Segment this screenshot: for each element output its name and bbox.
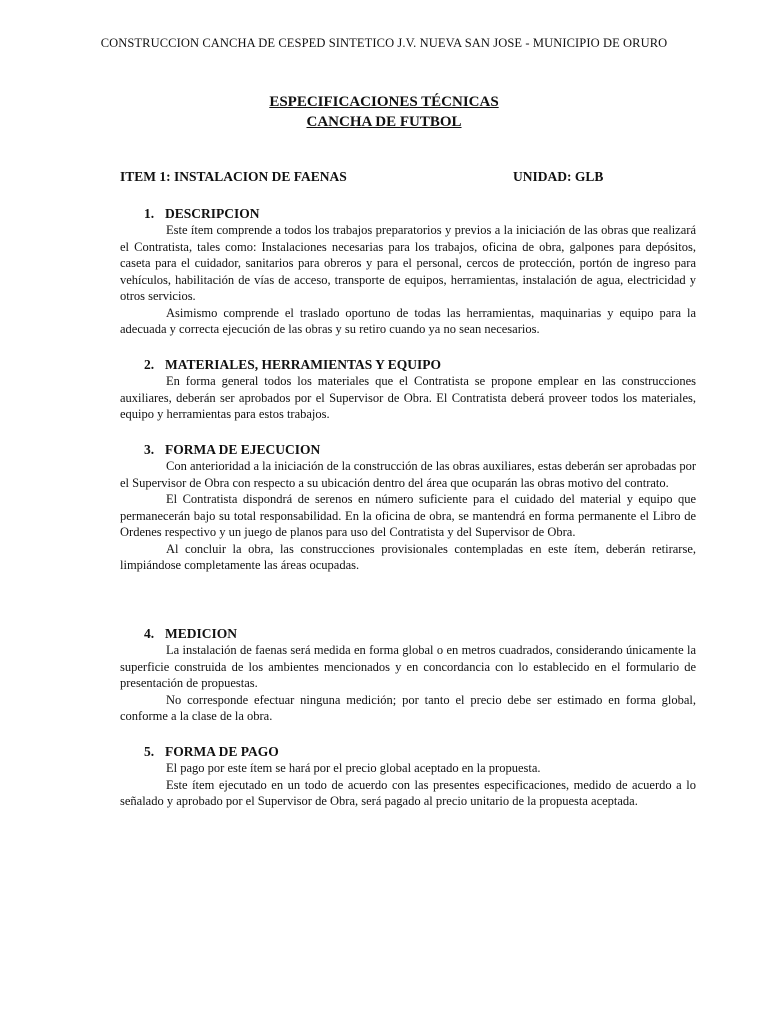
section-number: 4. xyxy=(144,626,155,641)
section-title: DESCRIPCION xyxy=(165,206,260,221)
section-heading xyxy=(120,441,696,458)
section-title: MATERIALES, HERRAMIENTAS Y EQUIPO xyxy=(165,357,442,372)
paragraph: Al concluir la obra, las construcciones provisionales contempladas en este ítem, deberán retirarse, limpiándose completamente las áreas ocupadas. xyxy=(120,541,696,572)
section-heading xyxy=(120,356,696,373)
paragraph: Con anterioridad a la iniciación de la construcción de las obras auxiliares, estas deberán ser aprobadas por el Supervisor de Obra con respecto a su ubicación dentro del área que ocuparán las obras motivo del contrato. xyxy=(120,459,697,490)
section-title: FORMA DE PAGO xyxy=(165,744,279,759)
section-heading xyxy=(120,625,696,642)
paragraph: Este ítem ejecutado en un todo de acuerdo con las presentes especificaciones, medido de acuerdo a lo señalado y aprobado por el Supervisor de Obra, será pagado al precio unitario de la propuesta aceptada. xyxy=(120,777,696,808)
paragraph: El pago por este ítem se hará por el precio global aceptado en la propuesta. xyxy=(166,761,541,775)
section-title: FORMA DE EJECUCION xyxy=(165,442,321,457)
section-number: 5. xyxy=(144,744,155,759)
paragraph: La instalación de faenas será medida en forma global o en metros cuadrados, considerando únicamente la superficie construida de los ambientes mencionados y en concordancia con lo establecido en el formulario de presentación de propuestas. xyxy=(120,643,696,690)
section-heading xyxy=(120,743,696,760)
paragraph: No corresponde efectuar ninguna medición; por tanto el precio debe ser estimado en forma global, conforme a la clase de la obra. xyxy=(120,692,696,723)
document-title: ESPECIFICACIONES TÉCNICAS xyxy=(269,94,499,110)
section-number: 1. xyxy=(144,206,155,221)
item-label: ITEM 1: INSTALACION DE FAENAS xyxy=(120,169,347,184)
section-descripcion xyxy=(120,205,696,338)
paragraph: Este ítem comprende a todos los trabajos preparatorios y previos a la iniciación de las obras que realizará el Contratista, tales como: Instalaciones necesarias para los trabajos, oficina de obra, galpones para depósitos, caseta para el cuidador, sanitarios para obreros y para el personal, cercos de protección, portón de ingreso para vehículos, habilitación de vías de acceso, transporte de equipos, herramientas, instalación de agua, electricidad y otros servicios. xyxy=(120,223,696,303)
item-unit: UNIDAD: GLB xyxy=(513,169,604,184)
document-subtitle: CANCHA DE FUTBOL xyxy=(306,114,462,130)
section-forma-de-pago xyxy=(120,743,696,810)
running-header: CONSTRUCCION CANCHA DE CESPED SINTETICO J.V. NUEVA SAN JOSE - MUNICIPIO DE ORURO xyxy=(100,36,668,50)
section-materiales xyxy=(120,356,696,423)
paragraph: Asimismo comprende el traslado oportuno de todas las herramientas, maquinarias y equipo para la adecuada y correcta ejecución de las obras y su retiro cuando ya no sean necesarios. xyxy=(120,305,696,336)
section-heading xyxy=(120,205,696,222)
section-medicion xyxy=(120,625,696,725)
paragraph: El Contratista dispondrá de serenos en número suficiente para el cuidado del material y equipo que permanecerán bajo su total responsabilidad. En la oficina de obra, se mantendrá en forma permanente el Libro de Ordenes respectivo y un juego de planos para uso del Contratista y del Supervisor de Obra. xyxy=(120,492,696,539)
section-number: 3. xyxy=(144,442,155,457)
section-number: 2. xyxy=(144,357,155,372)
paragraph: En forma general todos los materiales que el Contratista se propone emplear en las construcciones auxiliares, deberán ser aprobados por el Supervisor de Obra. El Contratista deberá proveer todos los materiales, equipo y herramientas para estos trabajos. xyxy=(120,374,696,421)
section-forma-de-ejecucion xyxy=(120,441,696,574)
section-title: MEDICION xyxy=(165,626,238,641)
